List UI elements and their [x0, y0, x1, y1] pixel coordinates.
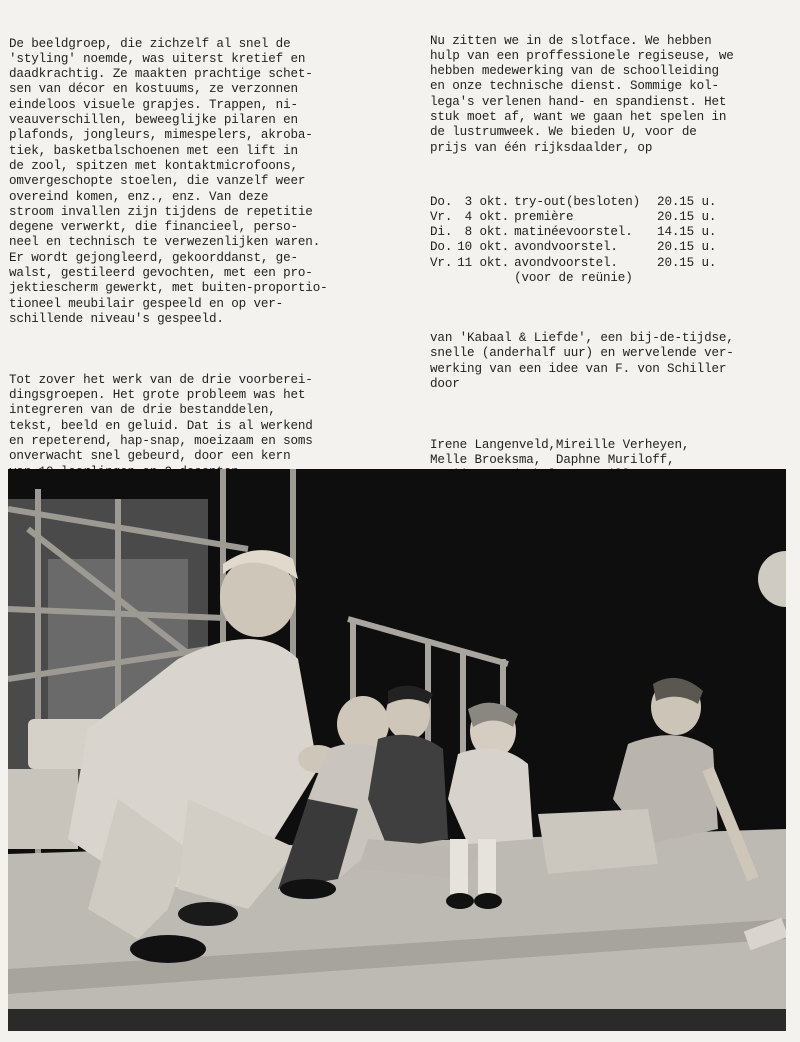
paragraph-styling-group — [9, 37, 394, 328]
text-line: de zool, spitzen met kontaktmicrofoons, — [9, 158, 298, 173]
cast-line: Irene Langenveld,Mireille Verheyen, — [430, 437, 690, 452]
text-line: werking van een idee van F. von Schiller — [430, 361, 727, 376]
text-line: veauverschillen, beweeglijke pilaren en — [9, 113, 298, 128]
text-line: Nu zitten we in de slotface. We hebben — [430, 33, 712, 48]
text-line: door — [430, 376, 460, 391]
schedule-time: 20.15 u. — [657, 209, 717, 224]
schedule-day: Do. — [430, 194, 453, 209]
text-line: tiek, basketbalschoenen met een lift in — [9, 143, 298, 158]
text-line: tioneel meubilair gespeeld en op ver- — [9, 296, 284, 311]
schedule-day: Vr. — [430, 255, 453, 270]
paragraph-integration — [9, 373, 394, 480]
text-line: neel en technisch te verwezenlijken waren. — [9, 235, 321, 250]
text-line: lega's verlenen hand- en spandienst. Het — [430, 94, 727, 109]
left-text-column — [9, 6, 394, 510]
schedule-row — [430, 225, 721, 240]
text-line: jektiescherm gewerkt, met buiten-proportio- — [9, 281, 328, 296]
text-line: overeind komen, enz., enz. Van deze — [9, 189, 269, 204]
text-line: integreren van de drie bestanddelen, — [9, 403, 276, 418]
text-line: en onze technische dienst. Sommige kol- — [430, 79, 719, 94]
schedule-row — [430, 256, 721, 271]
schedule-desc: avondvoorstel. — [514, 255, 618, 270]
schedule-day: Do. — [430, 240, 453, 255]
text-line: walst, gestileerd gevochten, met een pro- — [9, 266, 313, 281]
text-line: Tot zover het werk van de drie voorberei- — [9, 372, 313, 387]
text-line: van 'Kabaal & Liefde', een bij-de-tijdse, — [430, 330, 734, 345]
text-line: Er wordt gejongleerd, gekoorddanst, ge- — [9, 250, 298, 265]
text-line: plafonds, jongleurs, mimespelers, akroba- — [9, 128, 313, 143]
schedule-day: Di. — [430, 225, 453, 240]
schedule-desc: try-out(besloten) — [514, 194, 641, 209]
text-line: eindeloos visuele grapjes. Trappen, ni- — [9, 97, 298, 112]
text-line: stroom invallen zijn tijdens de repetitie — [9, 204, 313, 219]
schedule-row — [430, 195, 721, 210]
schedule-date: 4 okt. — [457, 209, 510, 224]
schedule-desc: matinéevoorstel. — [514, 225, 633, 240]
performance-schedule — [430, 195, 721, 287]
text-line: onverwacht snel gebeurd, door een kern — [9, 449, 291, 464]
text-line: tekst, beeld en geluid. Dat is al werkend — [9, 418, 313, 433]
cast-line: Melle Broeksma, Daphne Muriloff, — [430, 453, 675, 468]
text-line: degene verwerkt, die financieel, perso- — [9, 220, 298, 235]
schedule-date: 11 okt. — [457, 255, 510, 270]
paragraph-play-description — [430, 331, 792, 392]
schedule-time: 14.15 u. — [657, 225, 717, 240]
schedule-time: 20.15 u. — [657, 194, 717, 209]
text-line: daadkrachtig. Ze maakten prachtige schet- — [9, 67, 313, 82]
rehearsal-photo — [8, 469, 786, 1031]
text-line: prijs van één rijksdaalder, op — [430, 140, 653, 155]
text-line: hebben medewerking van de schoolleiding — [430, 64, 719, 79]
text-line: de lustrumweek. We bieden U, voor de — [430, 125, 697, 140]
schedule-desc: première — [514, 209, 574, 224]
schedule-note-row — [430, 271, 721, 286]
schedule-time: 20.15 u. — [657, 255, 717, 270]
text-line: hulp van een proffessionele regiseuse, we — [430, 48, 734, 63]
schedule-desc: avondvoorstel. — [514, 240, 618, 255]
schedule-date: 10 okt. — [457, 240, 510, 255]
text-line: en repeterend, hap-snap, moeizaam en soms — [9, 434, 313, 449]
text-line: stuk moet af, want we gaan het spelen in — [430, 110, 727, 125]
schedule-date: 3 okt. — [457, 194, 510, 209]
text-line: 'styling' noemde, was uiterst kretief en — [9, 51, 306, 66]
text-line: dingsgroepen. Het grote probleem was het — [9, 388, 306, 403]
schedule-date: 8 okt. — [457, 225, 510, 240]
schedule-row — [430, 210, 721, 225]
schedule-note: (voor de reünie) — [514, 271, 633, 286]
schedule-day: Vr. — [430, 209, 453, 224]
text-line: omvergeschopte stoelen, die vanzelf weer — [9, 174, 306, 189]
paragraph-final-phase — [430, 34, 792, 156]
schedule-row — [430, 240, 721, 255]
text-line: sen van décor en kostuums, ze verzonnen — [9, 82, 298, 97]
text-line: snelle (anderhalf uur) en wervelende ver- — [430, 346, 734, 361]
text-line: De beeldgroep, die zichzelf al snel de — [9, 36, 291, 51]
text-line: schillende niveau's gespeeld. — [9, 311, 224, 326]
schedule-time: 20.15 u. — [657, 240, 717, 255]
